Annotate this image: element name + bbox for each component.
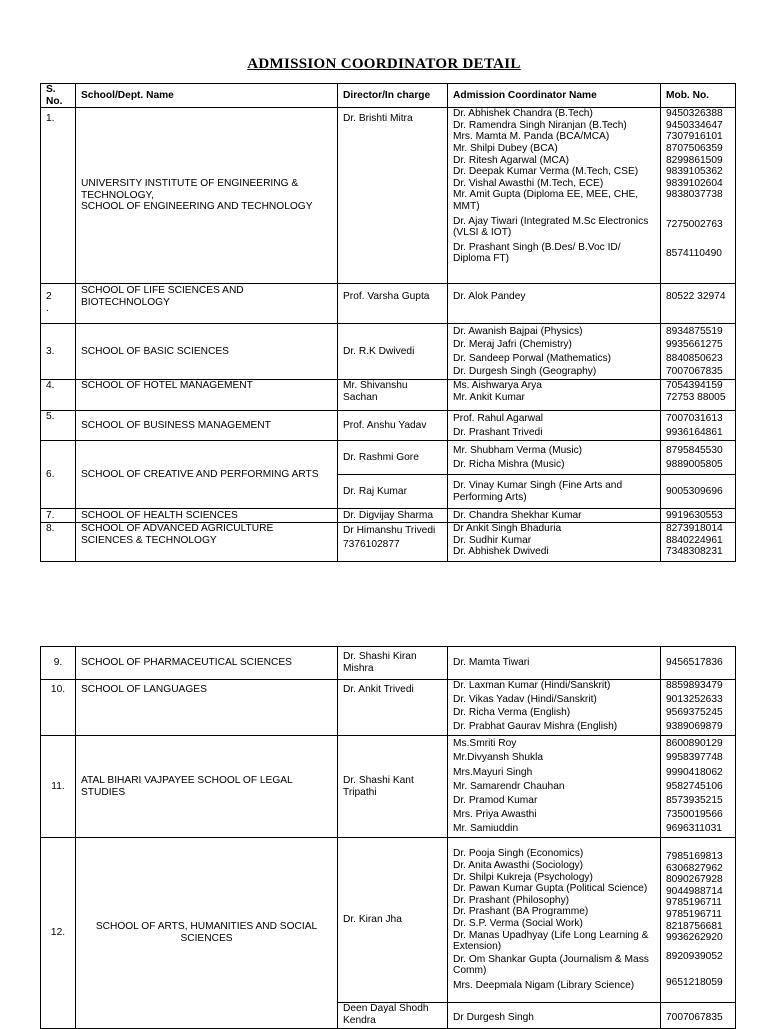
row-director: Dr. Shashi Kant Tripathi <box>338 736 448 838</box>
row-mobiles: 8600890129 9958397748 9990418062 9582745106 8573935215 7350019566 9696311031 <box>661 736 736 838</box>
row-coordinator: Dr. Vinay Kumar Singh (Fine Arts and Performing Arts) <box>448 475 661 509</box>
table-row <box>41 647 736 680</box>
table-row <box>41 680 736 736</box>
row-coordinator: Dr Durgesh Singh <box>448 1003 661 1029</box>
row-mobiles: 8795845530 9889005805 <box>661 441 736 475</box>
row-mobile: 9005309696 <box>661 475 736 509</box>
row-director: Mr. Shivanshu Sachan <box>338 380 448 411</box>
row-mobiles: 9450326388 9450334647 7307916101 8707506359 8299861509 9839105362 9839102604 9838037738 7275002763 8574110490 <box>661 108 736 284</box>
row-director: Dr. Ankit Trivedi <box>338 680 448 736</box>
row-director: Dr. Shashi Kiran Mishra <box>338 647 448 680</box>
row-coordinators: Prof. Rahul Agarwal Dr. Prashant Trivedi <box>448 411 661 441</box>
table-header-row <box>41 84 736 108</box>
row-mobiles: 7985169813 6306827962 8090267928 9044988714 9785196711 9785196711 8218756681 9936262920 8920939052 9651218059 <box>661 838 736 1003</box>
row-school: SCHOOL OF BUSINESS MANAGEMENT <box>76 411 338 441</box>
row-mobiles: 7007031613 9936164861 <box>661 411 736 441</box>
coordinator-table-part-1 <box>40 83 736 562</box>
row-mobiles: 8934875519 9935661275 8840850623 7007067835 <box>661 324 736 380</box>
row-mobiles: 7054394159 72753 88005 <box>661 380 736 411</box>
header-mobile: Mob. No. <box>661 84 736 108</box>
row-coordinators: Dr. Awanish Bajpai (Physics) Dr. Meraj Jafri (Chemistry) Dr. Sandeep Porwal (Mathematics) Dr. Durgesh Singh (Geography) <box>448 324 661 380</box>
row-coordinators: Ms.Smriti Roy Mr.Divyansh Shukla Mrs.Mayuri Singh Mr. Samarendr Chauhan Dr. Pramod Kumar Mrs. Priya Awasthi Mr. Samiuddin <box>448 736 661 838</box>
row-school: SCHOOL OF PHARMACEUTICAL SCIENCES <box>76 647 338 680</box>
row-director: Dr. R.K Dwivedi <box>338 324 448 380</box>
table-row <box>41 411 736 441</box>
row-school: SCHOOL OF LIFE SCIENCES AND BIOTECHNOLOGY <box>76 284 338 324</box>
row-school: SCHOOL OF LANGUAGES <box>76 680 338 736</box>
row-coordinators: Ms. Aishwarya Arya Mr. Ankit Kumar <box>448 380 661 411</box>
table-row <box>41 523 736 562</box>
row-sno: 1. <box>41 108 76 284</box>
table-row <box>41 108 736 284</box>
row-coordinators: Mr. Shubham Verma (Music) Dr. Richa Mishra (Music) <box>448 441 661 475</box>
row-school: SCHOOL OF HOTEL MANAGEMENT <box>76 380 338 411</box>
row-mobile: 80522 32974 <box>661 284 736 324</box>
header-sno: S. No. <box>41 84 76 108</box>
row-director: Dr Himanshu Trivedi 7376102877 <box>338 523 448 562</box>
row-school: SCHOOL OF ADVANCED AGRICULTURE SCIENCES & TECHNOLOGY <box>76 523 338 562</box>
table-row <box>41 380 736 411</box>
row-coordinator: Dr. Chandra Shekhar Kumar <box>448 509 661 523</box>
row-coordinators: Dr. Pooja Singh (Economics) Dr. Anita Awasthi (Sociology) Dr. Shilpi Kukreja (Psychology) Dr. Pawan Kumar Gupta (Political Science) Dr. Prashant (Philosophy) Dr. Prashant (BA Programme) Dr. S.P. Verma (Social Work) Dr. Manas Upadhyay (Life Long Learning & Extension) Dr. Om Shankar Gupta (Journalism & Mass Comm) Mrs. Deepmala Nigam (Library Science) <box>448 838 661 1003</box>
header-director: Director/In charge <box>338 84 448 108</box>
row-sno: 3. <box>41 324 76 380</box>
table-row <box>41 838 736 1003</box>
header-school: School/Dept. Name <box>76 84 338 108</box>
row-sno: 10. <box>41 680 76 736</box>
table-row <box>41 509 736 523</box>
row-sno: 12. <box>41 838 76 1029</box>
row-sno: 2 . <box>41 284 76 324</box>
row-coordinators: Dr. Laxman Kumar (Hindi/Sanskrit) Dr. Vikas Yadav (Hindi/Sanskrit) Dr. Richa Verma (English) Dr. Prabhat Gaurav Mishra (English) <box>448 680 661 736</box>
row-sno: 6. <box>41 441 76 509</box>
row-school: SCHOOL OF BASIC SCIENCES <box>76 324 338 380</box>
row-sno: 8. <box>41 523 76 562</box>
row-mobile: 7007067835 <box>661 1003 736 1029</box>
row-director: Dr. Rashmi Gore <box>338 441 448 475</box>
row-school: SCHOOL OF ARTS, HUMANITIES AND SOCIAL SCIENCES <box>76 838 338 1029</box>
row-mobiles: 8859893479 9013252633 9569375245 9389069879 <box>661 680 736 736</box>
row-school: SCHOOL OF CREATIVE AND PERFORMING ARTS <box>76 441 338 509</box>
row-director: Prof. Anshu Yadav <box>338 411 448 441</box>
row-sno: 9. <box>41 647 76 680</box>
row-school: UNIVERSITY INSTITUTE OF ENGINEERING & TECHNOLOGY, SCHOOL OF ENGINEERING AND TECHNOLOGY <box>76 108 338 284</box>
table-row <box>41 736 736 838</box>
row-sno: 4. <box>41 380 76 411</box>
row-school: SCHOOL OF HEALTH SCIENCES <box>76 509 338 523</box>
row-director: Dr. Raj Kumar <box>338 475 448 509</box>
coordinator-table-part-2 <box>40 646 736 1029</box>
table-row <box>41 324 736 380</box>
row-director: Deen Dayal Shodh Kendra <box>338 1003 448 1029</box>
row-mobile: 9456517836 <box>661 647 736 680</box>
row-director: Dr. Kiran Jha <box>338 838 448 1003</box>
row-sno: 11. <box>41 736 76 838</box>
header-coordinator: Admission Coordinator Name <box>448 84 661 108</box>
row-mobiles: 8273918014 8840224961 7348308231 <box>661 523 736 562</box>
row-director: Prof. Varsha Gupta <box>338 284 448 324</box>
row-director: Dr. Brishti Mitra <box>338 108 448 284</box>
row-director: Dr. Digvijay Sharma <box>338 509 448 523</box>
row-coordinators: Dr. Abhishek Chandra (B.Tech) Dr. Ramendra Singh Niranjan (B.Tech) Mrs. Mamta M. Panda (BCA/MCA) Mr. Shilpi Dubey (BCA) Dr. Ritesh Agarwal (MCA) Dr. Deepak Kumar Verma (M.Tech, CSE) Dr. Vishal Awasthi (M.Tech, ECE) Mr. Amit Gupta (Diploma EE, MEE, CHE, MMT) Dr. Ajay Tiwari (Integrated M.Sc Electronics (VLSI & IOT) Dr. Prashant Singh (B.Des/ B.Voc ID/ Diploma FT) <box>448 108 661 284</box>
page-title: ADMISSION COORDINATOR DETAIL <box>247 56 521 72</box>
table-row <box>41 284 736 324</box>
row-school: ATAL BIHARI VAJPAYEE SCHOOL OF LEGAL STUDIES <box>76 736 338 838</box>
row-coordinators: Dr Ankit Singh Bhaduria Dr. Sudhir Kumar Dr. Abhishek Dwivedi <box>448 523 661 562</box>
row-mobile: 9919630553 <box>661 509 736 523</box>
row-sno: 7. <box>41 509 76 523</box>
table-row <box>41 441 736 475</box>
row-coordinator: Dr. Alok Pandey <box>448 284 661 324</box>
row-coordinator: Dr. Mamta Tiwari <box>448 647 661 680</box>
row-sno: 5. <box>41 411 76 441</box>
